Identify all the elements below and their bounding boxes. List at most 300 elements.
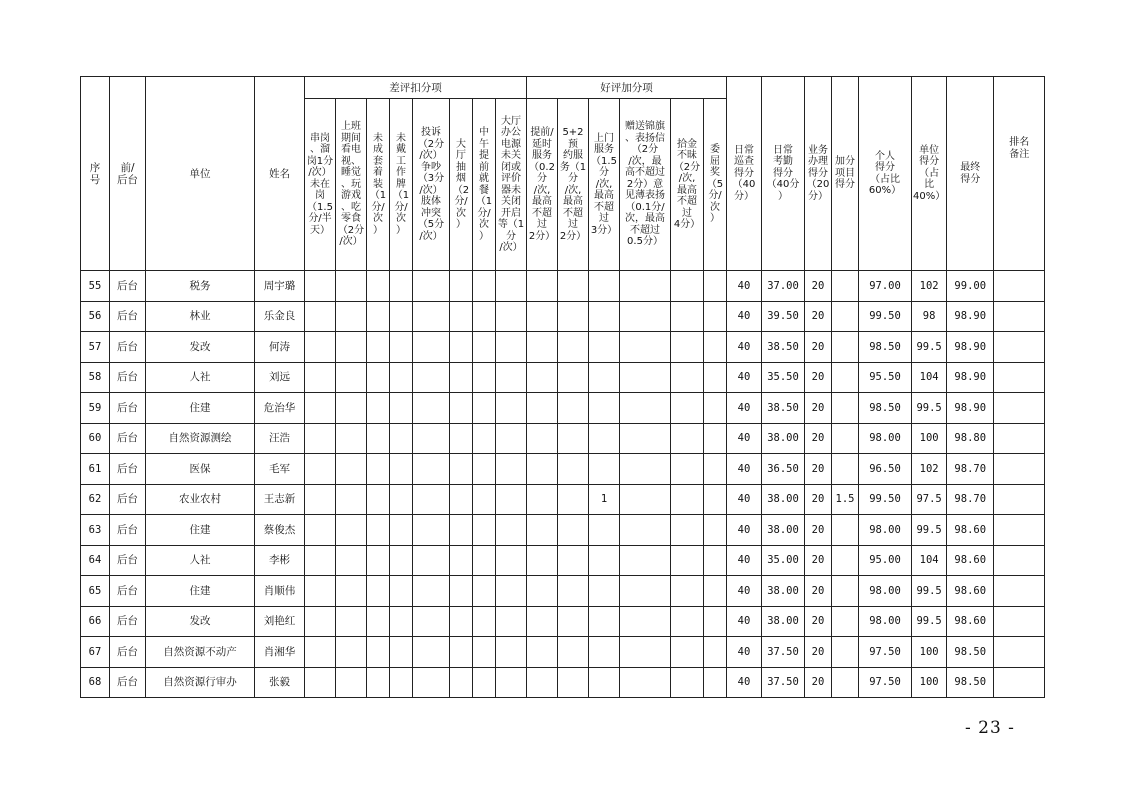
cell-item-13 bbox=[671, 362, 704, 393]
cell-personal: 98.00 bbox=[859, 423, 912, 454]
cell-final: 98.90 bbox=[947, 332, 994, 363]
cell-item-7 bbox=[473, 545, 496, 576]
cell-patrol: 40 bbox=[727, 362, 762, 393]
cell-item-1 bbox=[305, 545, 336, 576]
cell-unit: 住建 bbox=[146, 393, 255, 424]
cell-category: 后台 bbox=[110, 271, 146, 302]
cell-name: 周宇璐 bbox=[255, 271, 305, 302]
cell-remark bbox=[994, 515, 1045, 546]
cell-item-3 bbox=[367, 515, 390, 546]
cell-item-2 bbox=[336, 606, 367, 637]
cell-item-7 bbox=[473, 393, 496, 424]
cell-business: 20 bbox=[805, 362, 832, 393]
cell-item-9 bbox=[527, 667, 558, 698]
header-category: 前/ 后台 bbox=[110, 77, 146, 271]
cell-attendance: 37.50 bbox=[762, 667, 805, 698]
cell-item-14 bbox=[704, 301, 727, 332]
cell-extra bbox=[832, 515, 859, 546]
header-bonus-2: 5+2预 约服 务（1 分 /次, 最高 不超 过 2分） bbox=[558, 99, 589, 271]
cell-business: 20 bbox=[805, 423, 832, 454]
cell-item-13 bbox=[671, 332, 704, 363]
header-deduction-3: 未 成 套 着 装 （1 分/ 次 ） bbox=[367, 99, 390, 271]
cell-item-6 bbox=[450, 362, 473, 393]
cell-item-2 bbox=[336, 393, 367, 424]
cell-item-5 bbox=[413, 667, 450, 698]
header-final: 最终 得分 bbox=[947, 77, 994, 271]
cell-item-3 bbox=[367, 454, 390, 485]
header-deduction-group: 差评扣分项 bbox=[305, 77, 527, 99]
cell-unit: 自然资源不动产 bbox=[146, 637, 255, 668]
cell-name: 肖顺伟 bbox=[255, 576, 305, 607]
header-bonus-6: 委 屈 奖 （5 分/ 次 ） bbox=[704, 99, 727, 271]
cell-final: 99.00 bbox=[947, 271, 994, 302]
cell-remark bbox=[994, 667, 1045, 698]
cell-business: 20 bbox=[805, 301, 832, 332]
cell-item-11 bbox=[589, 667, 620, 698]
cell-category: 后台 bbox=[110, 332, 146, 363]
cell-item-8 bbox=[496, 484, 527, 515]
cell-item-9 bbox=[527, 332, 558, 363]
cell-unit-score: 99.5 bbox=[912, 606, 947, 637]
cell-item-3 bbox=[367, 576, 390, 607]
cell-item-2 bbox=[336, 454, 367, 485]
cell-item-3 bbox=[367, 667, 390, 698]
table-row bbox=[81, 637, 1045, 668]
cell-item-2 bbox=[336, 515, 367, 546]
cell-item-11 bbox=[589, 332, 620, 363]
cell-category: 后台 bbox=[110, 454, 146, 485]
cell-item-4 bbox=[390, 606, 413, 637]
page-number: - 23 - bbox=[965, 718, 1015, 738]
cell-seq: 60 bbox=[81, 423, 110, 454]
cell-item-6 bbox=[450, 637, 473, 668]
cell-final: 98.60 bbox=[947, 545, 994, 576]
cell-final: 98.50 bbox=[947, 667, 994, 698]
header-remark: 排名 备注 bbox=[994, 77, 1045, 271]
cell-name: 毛军 bbox=[255, 454, 305, 485]
cell-patrol: 40 bbox=[727, 301, 762, 332]
cell-item-8 bbox=[496, 393, 527, 424]
cell-extra bbox=[832, 362, 859, 393]
header-name: 姓名 bbox=[255, 77, 305, 271]
cell-item-13 bbox=[671, 423, 704, 454]
header-deduction-2: 上班 期间 看电 视、 睡觉 、玩 游戏 、吃 零食 （2分 /次） bbox=[336, 99, 367, 271]
cell-extra: 1.5 bbox=[832, 484, 859, 515]
header-bonus-group: 好评加分项 bbox=[527, 77, 727, 99]
cell-item-6 bbox=[450, 454, 473, 485]
cell-unit: 住建 bbox=[146, 576, 255, 607]
cell-attendance: 38.00 bbox=[762, 515, 805, 546]
cell-final: 98.50 bbox=[947, 637, 994, 668]
cell-item-6 bbox=[450, 484, 473, 515]
cell-seq: 66 bbox=[81, 606, 110, 637]
cell-item-5 bbox=[413, 362, 450, 393]
cell-item-14 bbox=[704, 393, 727, 424]
cell-final: 98.90 bbox=[947, 301, 994, 332]
cell-seq: 68 bbox=[81, 667, 110, 698]
cell-item-6 bbox=[450, 545, 473, 576]
cell-item-9 bbox=[527, 301, 558, 332]
header-deduction-1: 串岗 、溜 岗1分 /次） 未在 岗 （1.5 分/半 天） bbox=[305, 99, 336, 271]
cell-item-6 bbox=[450, 271, 473, 302]
cell-unit-score: 99.5 bbox=[912, 393, 947, 424]
table-row bbox=[81, 454, 1045, 485]
cell-category: 后台 bbox=[110, 362, 146, 393]
cell-final: 98.80 bbox=[947, 423, 994, 454]
cell-attendance: 35.50 bbox=[762, 362, 805, 393]
cell-name: 何涛 bbox=[255, 332, 305, 363]
header-bonus-4: 赠送锦旗 、表扬信 （2分 /次，最 高不超过 2分）意 见薄表扬 （0.1分/ 次，最高 不超过 0.5分） bbox=[620, 99, 671, 271]
cell-item-14 bbox=[704, 637, 727, 668]
cell-category: 后台 bbox=[110, 423, 146, 454]
cell-personal: 99.50 bbox=[859, 484, 912, 515]
cell-final: 98.70 bbox=[947, 454, 994, 485]
cell-business: 20 bbox=[805, 637, 832, 668]
cell-remark bbox=[994, 332, 1045, 363]
cell-category: 后台 bbox=[110, 393, 146, 424]
cell-item-12 bbox=[620, 332, 671, 363]
header-personal: 个人 得分 （占比 60%） bbox=[859, 77, 912, 271]
table-body bbox=[81, 271, 1045, 698]
cell-business: 20 bbox=[805, 393, 832, 424]
cell-item-12 bbox=[620, 454, 671, 485]
cell-personal: 98.00 bbox=[859, 606, 912, 637]
cell-unit: 自然资源行审办 bbox=[146, 667, 255, 698]
cell-business: 20 bbox=[805, 271, 832, 302]
cell-item-11 bbox=[589, 545, 620, 576]
cell-item-11 bbox=[589, 606, 620, 637]
cell-item-8 bbox=[496, 606, 527, 637]
header-bonus-5: 拾金 不昧 （2分 /次, 最高 不超 过 4分） bbox=[671, 99, 704, 271]
cell-item-9 bbox=[527, 484, 558, 515]
cell-remark bbox=[994, 362, 1045, 393]
cell-item-1 bbox=[305, 667, 336, 698]
header-row-group bbox=[81, 77, 1045, 99]
cell-item-10 bbox=[558, 301, 589, 332]
cell-item-12 bbox=[620, 271, 671, 302]
cell-item-1 bbox=[305, 271, 336, 302]
cell-item-8 bbox=[496, 576, 527, 607]
cell-name: 危治华 bbox=[255, 393, 305, 424]
cell-item-11 bbox=[589, 515, 620, 546]
cell-item-9 bbox=[527, 362, 558, 393]
cell-item-7 bbox=[473, 423, 496, 454]
table-row bbox=[81, 393, 1045, 424]
cell-item-2 bbox=[336, 332, 367, 363]
table-row bbox=[81, 332, 1045, 363]
cell-item-11 bbox=[589, 301, 620, 332]
table-row bbox=[81, 423, 1045, 454]
cell-item-10 bbox=[558, 271, 589, 302]
score-table bbox=[80, 76, 1045, 698]
cell-item-3 bbox=[367, 484, 390, 515]
table-row bbox=[81, 606, 1045, 637]
cell-item-5 bbox=[413, 576, 450, 607]
header-deduction-6: 大 厅 抽 烟 （2 分/ 次 ） bbox=[450, 99, 473, 271]
cell-final: 98.90 bbox=[947, 393, 994, 424]
cell-category: 后台 bbox=[110, 606, 146, 637]
cell-unit: 人社 bbox=[146, 362, 255, 393]
cell-item-4 bbox=[390, 454, 413, 485]
cell-name: 蔡俊杰 bbox=[255, 515, 305, 546]
cell-attendance: 38.00 bbox=[762, 484, 805, 515]
cell-remark bbox=[994, 454, 1045, 485]
cell-item-9 bbox=[527, 515, 558, 546]
cell-extra bbox=[832, 667, 859, 698]
cell-item-1 bbox=[305, 332, 336, 363]
cell-remark bbox=[994, 545, 1045, 576]
cell-item-4 bbox=[390, 393, 413, 424]
header-attendance: 日常 考勤 得分 （40分 ） bbox=[762, 77, 805, 271]
cell-item-5 bbox=[413, 545, 450, 576]
cell-item-14 bbox=[704, 271, 727, 302]
cell-item-3 bbox=[367, 301, 390, 332]
cell-unit: 农业农村 bbox=[146, 484, 255, 515]
cell-item-5 bbox=[413, 423, 450, 454]
cell-item-4 bbox=[390, 637, 413, 668]
cell-item-12 bbox=[620, 362, 671, 393]
cell-patrol: 40 bbox=[727, 332, 762, 363]
cell-extra bbox=[832, 545, 859, 576]
cell-category: 后台 bbox=[110, 667, 146, 698]
cell-name: 李彬 bbox=[255, 545, 305, 576]
cell-item-13 bbox=[671, 301, 704, 332]
header-extra: 加分 项目 得分 bbox=[832, 77, 859, 271]
cell-item-11 bbox=[589, 423, 620, 454]
cell-item-11 bbox=[589, 271, 620, 302]
table-row bbox=[81, 484, 1045, 515]
cell-remark bbox=[994, 576, 1045, 607]
cell-item-1 bbox=[305, 484, 336, 515]
cell-business: 20 bbox=[805, 576, 832, 607]
cell-item-4 bbox=[390, 271, 413, 302]
cell-item-2 bbox=[336, 667, 367, 698]
cell-patrol: 40 bbox=[727, 423, 762, 454]
cell-item-14 bbox=[704, 362, 727, 393]
cell-item-11 bbox=[589, 576, 620, 607]
cell-item-12 bbox=[620, 484, 671, 515]
cell-item-7 bbox=[473, 484, 496, 515]
cell-unit-score: 102 bbox=[912, 271, 947, 302]
cell-item-4 bbox=[390, 515, 413, 546]
cell-item-14 bbox=[704, 515, 727, 546]
cell-name: 乐金良 bbox=[255, 301, 305, 332]
cell-item-2 bbox=[336, 576, 367, 607]
cell-item-10 bbox=[558, 362, 589, 393]
cell-item-7 bbox=[473, 606, 496, 637]
cell-item-3 bbox=[367, 637, 390, 668]
header-deduction-7: 中 午 提 前 就 餐 （1 分/ 次 ） bbox=[473, 99, 496, 271]
cell-item-5 bbox=[413, 332, 450, 363]
cell-unit: 发改 bbox=[146, 332, 255, 363]
cell-item-13 bbox=[671, 576, 704, 607]
cell-item-12 bbox=[620, 637, 671, 668]
cell-patrol: 40 bbox=[727, 637, 762, 668]
cell-item-12 bbox=[620, 515, 671, 546]
cell-business: 20 bbox=[805, 606, 832, 637]
cell-item-12 bbox=[620, 301, 671, 332]
cell-item-8 bbox=[496, 637, 527, 668]
cell-item-6 bbox=[450, 515, 473, 546]
cell-personal: 98.00 bbox=[859, 576, 912, 607]
cell-unit-score: 100 bbox=[912, 637, 947, 668]
cell-extra bbox=[832, 423, 859, 454]
cell-item-4 bbox=[390, 545, 413, 576]
cell-item-3 bbox=[367, 606, 390, 637]
cell-item-5 bbox=[413, 271, 450, 302]
cell-seq: 59 bbox=[81, 393, 110, 424]
table-row bbox=[81, 576, 1045, 607]
cell-item-1 bbox=[305, 515, 336, 546]
cell-seq: 67 bbox=[81, 637, 110, 668]
cell-final: 98.60 bbox=[947, 606, 994, 637]
cell-seq: 64 bbox=[81, 545, 110, 576]
cell-item-7 bbox=[473, 271, 496, 302]
cell-final: 98.70 bbox=[947, 484, 994, 515]
cell-personal: 95.50 bbox=[859, 362, 912, 393]
cell-item-9 bbox=[527, 393, 558, 424]
cell-item-5 bbox=[413, 393, 450, 424]
cell-item-3 bbox=[367, 332, 390, 363]
cell-item-7 bbox=[473, 576, 496, 607]
cell-item-13 bbox=[671, 515, 704, 546]
cell-extra bbox=[832, 271, 859, 302]
cell-seq: 58 bbox=[81, 362, 110, 393]
cell-personal: 98.00 bbox=[859, 515, 912, 546]
cell-patrol: 40 bbox=[727, 576, 762, 607]
cell-item-2 bbox=[336, 271, 367, 302]
cell-item-9 bbox=[527, 271, 558, 302]
cell-item-11: 1 bbox=[589, 484, 620, 515]
cell-item-9 bbox=[527, 637, 558, 668]
cell-item-9 bbox=[527, 606, 558, 637]
cell-item-4 bbox=[390, 423, 413, 454]
cell-business: 20 bbox=[805, 667, 832, 698]
cell-personal: 96.50 bbox=[859, 454, 912, 485]
cell-item-10 bbox=[558, 454, 589, 485]
cell-name: 汪浩 bbox=[255, 423, 305, 454]
cell-item-7 bbox=[473, 515, 496, 546]
cell-item-10 bbox=[558, 515, 589, 546]
cell-name: 刘艳红 bbox=[255, 606, 305, 637]
cell-category: 后台 bbox=[110, 301, 146, 332]
cell-attendance: 35.00 bbox=[762, 545, 805, 576]
cell-unit: 林业 bbox=[146, 301, 255, 332]
cell-unit-score: 99.5 bbox=[912, 576, 947, 607]
cell-patrol: 40 bbox=[727, 515, 762, 546]
cell-unit-score: 98 bbox=[912, 301, 947, 332]
cell-item-7 bbox=[473, 454, 496, 485]
cell-item-2 bbox=[336, 545, 367, 576]
cell-remark bbox=[994, 637, 1045, 668]
cell-item-3 bbox=[367, 362, 390, 393]
cell-item-14 bbox=[704, 332, 727, 363]
cell-item-1 bbox=[305, 606, 336, 637]
cell-extra bbox=[832, 454, 859, 485]
cell-attendance: 38.50 bbox=[762, 332, 805, 363]
cell-item-8 bbox=[496, 301, 527, 332]
cell-item-8 bbox=[496, 423, 527, 454]
cell-attendance: 38.00 bbox=[762, 606, 805, 637]
cell-unit: 税务 bbox=[146, 271, 255, 302]
cell-item-3 bbox=[367, 423, 390, 454]
cell-seq: 62 bbox=[81, 484, 110, 515]
cell-item-5 bbox=[413, 515, 450, 546]
cell-unit-score: 102 bbox=[912, 454, 947, 485]
cell-category: 后台 bbox=[110, 515, 146, 546]
cell-personal: 95.00 bbox=[859, 545, 912, 576]
cell-extra bbox=[832, 576, 859, 607]
header-bonus-1: 提前/ 延时 服务 （0.2 分 /次, 最高 不超 过 2分） bbox=[527, 99, 558, 271]
cell-item-13 bbox=[671, 484, 704, 515]
cell-unit-score: 104 bbox=[912, 545, 947, 576]
cell-item-10 bbox=[558, 637, 589, 668]
cell-item-14 bbox=[704, 423, 727, 454]
cell-attendance: 38.50 bbox=[762, 393, 805, 424]
cell-item-8 bbox=[496, 667, 527, 698]
cell-unit-score: 99.5 bbox=[912, 515, 947, 546]
cell-name: 王志新 bbox=[255, 484, 305, 515]
cell-unit: 住建 bbox=[146, 515, 255, 546]
cell-item-6 bbox=[450, 393, 473, 424]
cell-item-14 bbox=[704, 576, 727, 607]
cell-item-10 bbox=[558, 576, 589, 607]
cell-category: 后台 bbox=[110, 545, 146, 576]
cell-personal: 98.50 bbox=[859, 332, 912, 363]
cell-personal: 98.50 bbox=[859, 393, 912, 424]
header-unit: 单位 bbox=[146, 77, 255, 271]
cell-item-5 bbox=[413, 606, 450, 637]
cell-item-8 bbox=[496, 454, 527, 485]
cell-seq: 56 bbox=[81, 301, 110, 332]
cell-item-12 bbox=[620, 667, 671, 698]
table-row bbox=[81, 271, 1045, 302]
cell-item-2 bbox=[336, 637, 367, 668]
cell-item-7 bbox=[473, 301, 496, 332]
header-patrol: 日常 巡查 得分 （40 分） bbox=[727, 77, 762, 271]
cell-patrol: 40 bbox=[727, 667, 762, 698]
cell-item-13 bbox=[671, 271, 704, 302]
cell-item-7 bbox=[473, 637, 496, 668]
cell-unit-score: 100 bbox=[912, 423, 947, 454]
cell-business: 20 bbox=[805, 515, 832, 546]
cell-item-3 bbox=[367, 271, 390, 302]
cell-personal: 99.50 bbox=[859, 301, 912, 332]
cell-remark bbox=[994, 606, 1045, 637]
cell-item-6 bbox=[450, 301, 473, 332]
cell-name: 刘远 bbox=[255, 362, 305, 393]
cell-final: 98.90 bbox=[947, 362, 994, 393]
cell-item-12 bbox=[620, 545, 671, 576]
cell-unit-score: 100 bbox=[912, 667, 947, 698]
cell-item-2 bbox=[336, 484, 367, 515]
cell-category: 后台 bbox=[110, 484, 146, 515]
cell-item-9 bbox=[527, 576, 558, 607]
cell-item-1 bbox=[305, 454, 336, 485]
cell-item-10 bbox=[558, 667, 589, 698]
cell-business: 20 bbox=[805, 332, 832, 363]
cell-item-8 bbox=[496, 332, 527, 363]
cell-item-10 bbox=[558, 484, 589, 515]
cell-business: 20 bbox=[805, 545, 832, 576]
cell-attendance: 37.50 bbox=[762, 637, 805, 668]
cell-item-5 bbox=[413, 484, 450, 515]
cell-extra bbox=[832, 301, 859, 332]
cell-unit-score: 97.5 bbox=[912, 484, 947, 515]
cell-unit: 自然资源测绘 bbox=[146, 423, 255, 454]
table-row bbox=[81, 515, 1045, 546]
cell-item-3 bbox=[367, 545, 390, 576]
